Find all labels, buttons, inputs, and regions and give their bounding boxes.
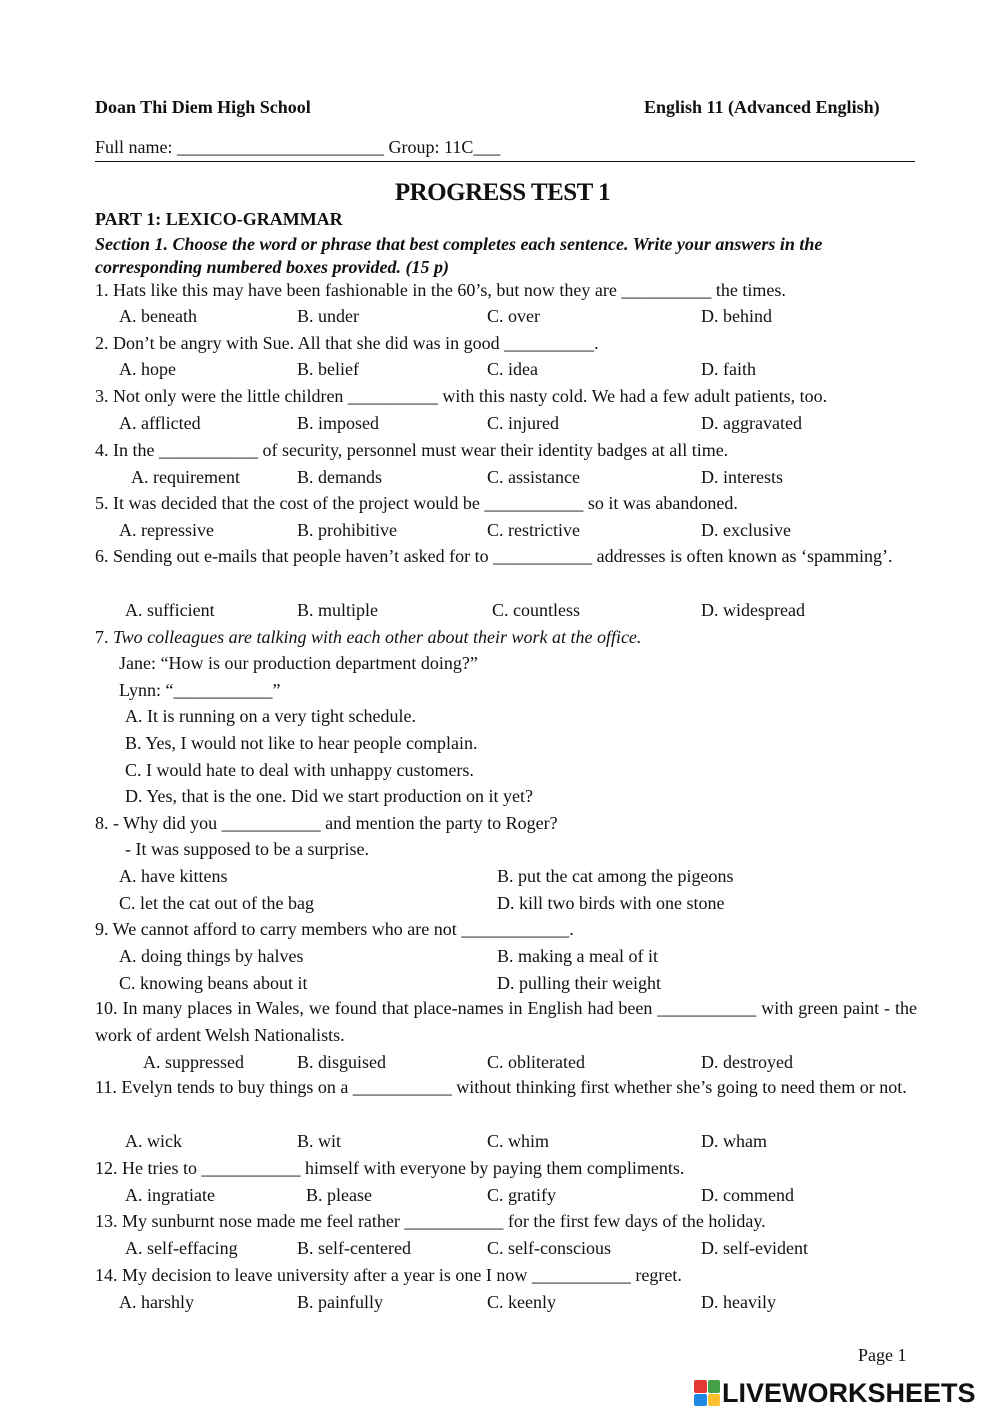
liveworksheets-logo-icon	[694, 1380, 720, 1406]
question-stem: 3. Not only were the little children __________ with this nasty cold. We had a few adult patients, too.	[95, 386, 828, 406]
option-a[interactable]: A. It is running on a very tight schedule.	[125, 706, 416, 726]
student-info-line	[95, 137, 915, 162]
option-b[interactable]: B. making a meal of it	[497, 946, 658, 966]
option-b[interactable]: B. put the cat among the pigeons	[497, 866, 734, 886]
option-c[interactable]: C. I would hate to deal with unhappy customers.	[125, 760, 474, 780]
logo-square-icon	[694, 1394, 707, 1407]
option-d[interactable]: D. destroyed	[701, 1052, 793, 1072]
logo-square-icon	[708, 1380, 721, 1393]
option-d[interactable]: D. wham	[701, 1131, 767, 1151]
page-number: Page 1	[858, 1345, 907, 1365]
dialogue-line: Jane: “How is our production department doing?”	[119, 653, 478, 673]
option-d[interactable]: D. behind	[701, 306, 772, 326]
question-stem: 5. It was decided that the cost of the project would be ___________ so it was abandoned.	[95, 493, 738, 513]
question-stem: 9. We cannot afford to carry members who are not ____________.	[95, 919, 574, 939]
option-b[interactable]: B. Yes, I would not like to hear people complain.	[125, 733, 478, 753]
option-d[interactable]: D. self-evident	[701, 1238, 808, 1258]
option-c[interactable]: C. obliterated	[487, 1052, 585, 1072]
option-b[interactable]: B. imposed	[297, 413, 380, 433]
question-stem: 4. In the ___________ of security, personnel must wear their identity badges at all time.	[95, 440, 729, 460]
question-context: Two colleagues are talking with each other about their work at the office.	[113, 627, 642, 647]
option-d[interactable]: D. faith	[701, 359, 756, 379]
question-stem: 12. He tries to ___________ himself with everyone by paying them compliments.	[95, 1158, 685, 1178]
brand-name: LIVEWORKSHEETS	[722, 1377, 976, 1408]
question-stem: 13. My sunburnt nose made me feel rather ___________ for the first few days of the holiday.	[95, 1211, 766, 1231]
part-heading: PART 1: LEXICO-GRAMMAR	[95, 209, 343, 229]
option-a[interactable]: A. ingratiate	[125, 1185, 215, 1205]
question-stem: 8. - Why did you ___________ and mention the party to Roger?	[95, 813, 558, 833]
question-stem: 10. In many places in Wales, we found that place-names in English had been ___________ with green paint - the work of ardent Welsh Nationalists.	[95, 998, 917, 1045]
question-stem: 1. Hats like this may have been fashionable in the 60’s, but now they are __________ the times.	[95, 280, 786, 300]
option-c[interactable]: C. gratify	[487, 1185, 556, 1205]
option-b[interactable]: B. demands	[297, 467, 382, 487]
question-stem: 11. Evelyn tends to buy things on a ___________ without thinking first whether she’s going to need them or not.	[95, 1077, 907, 1097]
option-a[interactable]: A. doing things by halves	[119, 946, 304, 966]
option-b[interactable]: B. self-centered	[297, 1238, 411, 1258]
question-stem: 6. Sending out e-mails that people haven’t asked for to ___________ addresses is often known as ‘spamming’.	[95, 546, 893, 566]
option-a[interactable]: A. harshly	[119, 1292, 194, 1312]
option-c[interactable]: C. keenly	[487, 1292, 556, 1312]
option-c[interactable]: C. restrictive	[487, 520, 580, 540]
liveworksheets-logo[interactable]	[694, 1378, 976, 1408]
question-number: 7.	[95, 627, 113, 647]
option-a[interactable]: A. hope	[119, 359, 176, 379]
option-d[interactable]: D. kill two birds with one stone	[497, 893, 725, 913]
option-a[interactable]: A. requirement	[131, 467, 240, 487]
question-stem	[95, 627, 917, 648]
group-field[interactable]: Group: 11C___	[388, 137, 501, 157]
option-c[interactable]: C. idea	[487, 359, 538, 379]
option-a[interactable]: A. afflicted	[119, 413, 201, 433]
option-d[interactable]: D. pulling their weight	[497, 973, 661, 993]
option-b[interactable]: B. please	[306, 1185, 372, 1205]
option-c[interactable]: C. countless	[492, 600, 580, 620]
option-b[interactable]: B. painfully	[297, 1292, 383, 1312]
option-c[interactable]: C. self-conscious	[487, 1238, 611, 1258]
option-d[interactable]: D. Yes, that is the one. Did we start production on it yet?	[125, 786, 533, 806]
option-d[interactable]: D. heavily	[701, 1292, 776, 1312]
option-c[interactable]: C. knowing beans about it	[119, 973, 308, 993]
option-b[interactable]: B. under	[297, 306, 359, 326]
section-instructions: Section 1. Choose the word or phrase that best completes each sentence. Write your answers in the corresponding numbered boxes provided. (15 p)	[95, 234, 823, 277]
option-d[interactable]: D. interests	[701, 467, 783, 487]
question-stem: 14. My decision to leave university after a year is one I now ___________ regret.	[95, 1265, 682, 1285]
option-c[interactable]: C. over	[487, 306, 540, 326]
option-a[interactable]: A. sufficient	[125, 600, 215, 620]
dialogue-line: Lynn: “___________”	[119, 680, 281, 700]
option-c[interactable]: C. assistance	[487, 467, 580, 487]
option-a[interactable]: A. wick	[125, 1131, 182, 1151]
option-a[interactable]: A. suppressed	[143, 1052, 244, 1072]
course-name: English 11 (Advanced English)	[644, 97, 880, 117]
option-c[interactable]: C. whim	[487, 1131, 550, 1151]
option-b[interactable]: B. multiple	[297, 600, 378, 620]
option-a[interactable]: A. repressive	[119, 520, 214, 540]
option-d[interactable]: D. widespread	[701, 600, 805, 620]
option-b[interactable]: B. prohibitive	[297, 520, 397, 540]
option-a[interactable]: A. beneath	[119, 306, 197, 326]
option-b[interactable]: B. disguised	[297, 1052, 387, 1072]
logo-square-icon	[708, 1394, 721, 1407]
option-c[interactable]: C. let the cat out of the bag	[119, 893, 314, 913]
full-name-field[interactable]: Full name: _______________________	[95, 137, 384, 157]
option-d[interactable]: D. commend	[701, 1185, 794, 1205]
option-c[interactable]: C. injured	[487, 413, 559, 433]
logo-square-icon	[694, 1380, 707, 1393]
option-b[interactable]: B. wit	[297, 1131, 342, 1151]
question-stem: 2. Don’t be angry with Sue. All that she did was in good __________.	[95, 333, 599, 353]
dialogue-line: - It was supposed to be a surprise.	[125, 839, 369, 859]
option-d[interactable]: D. aggravated	[701, 413, 802, 433]
option-d[interactable]: D. exclusive	[701, 520, 791, 540]
school-name: Doan Thi Diem High School	[95, 97, 311, 117]
page-title: PROGRESS TEST 1	[394, 179, 611, 206]
option-b[interactable]: B. belief	[297, 359, 359, 379]
option-a[interactable]: A. self-effacing	[125, 1238, 238, 1258]
option-a[interactable]: A. have kittens	[119, 866, 228, 886]
